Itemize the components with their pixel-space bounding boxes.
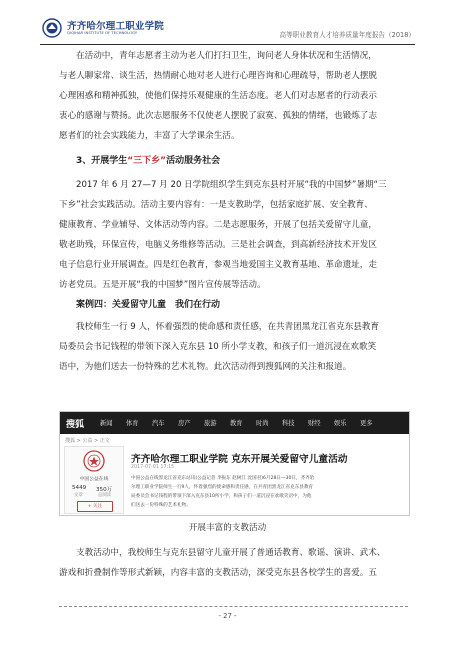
paragraph-line: 2017 年 6 月 27—7 月 20 日学院组织学生到克东县村开展“我的中国梦”暑期“三: [76, 180, 387, 190]
paragraph-line: 访老党员。五是开展“我的中国梦”图片宣传展等活动。: [59, 280, 266, 290]
nav-item[interactable]: 汽车: [152, 420, 165, 427]
stat-label: 文章: [74, 493, 83, 498]
nav-item[interactable]: 旅游: [204, 420, 217, 427]
paragraph-line: 愿者们的社会实践能力，丰富了大学课余生活。: [59, 131, 240, 141]
page-header: [40, 14, 415, 45]
nav-item[interactable]: 时尚: [256, 420, 269, 427]
school-name: 齐齐哈尔理工职业学院: [67, 21, 165, 32]
nav-item[interactable]: 房产: [178, 420, 191, 427]
stat-label: 总阅读: [98, 493, 112, 498]
paragraph-line: 与老人聊家常、谈生活，热情耐心地对老人进行心理咨询和心理疏导，帮助老人摆脱: [59, 71, 377, 81]
paragraph-line: 语中，为他们送去一份特殊的艺术礼物。此次活动得到搜狐网的关注和报道。: [59, 362, 352, 372]
site-nav-bar: [60, 412, 409, 434]
publisher-seal-icon: [83, 450, 105, 472]
publisher-name: 中国公益在线: [79, 477, 109, 482]
paragraph-line: 我校师生一行 9 人，怀着强烈的使命感和责任感，在共青团黑龙江省克东县教育: [76, 322, 380, 332]
paragraph-line: 局委员会书记钱程的带领下深入克东县 10 所小学支教，和孩子们一道沉浸在欢歌笑: [59, 342, 377, 352]
heading-suffix: 活动服务社会: [166, 156, 221, 166]
case-label: 案例四：关爱留守儿童 我们在行动: [76, 300, 221, 310]
stat-number: 350万: [96, 487, 113, 493]
footer-divider: [59, 606, 408, 607]
nav-item[interactable]: 科技: [282, 420, 295, 427]
article-text-line: 中国公益在线黑龙江省克东站讯(公益记者 李振东 赵树江 沈国君)6月28日—30日，齐齐哈: [131, 476, 315, 481]
paragraph-line: 电子信息行业开展调查。四是红色教育，参观当地爱国主义教育基地、革命遗址，走: [59, 260, 377, 270]
publisher-card: [64, 446, 124, 514]
heading-prefix: 3、开展学生: [76, 156, 128, 166]
paragraph-line: 心理困惑和精神孤独，使他们保持乐观健康的生活态度。老人们对志愿者的行动表示: [59, 91, 377, 101]
stat-number: 5449: [72, 485, 87, 491]
article-text-line: 尔理工职业学院师生一行9人，怀着强烈的使命感和责任感，在共青团黑龙江省克东县教育: [131, 485, 314, 490]
paragraph-line: 健康教育、学业辅导、文体活动等内容。二是志愿服务，开展了包括关爱留守儿童，: [59, 220, 377, 230]
nav-item[interactable]: 娱乐: [334, 420, 347, 427]
paragraph-line: 衷心的感谢与赞扬。此次志愿服务不仅使老人摆脱了寂寞、孤独的情绪，也锻炼了志: [59, 111, 377, 121]
nav-item[interactable]: 更多: [360, 420, 373, 427]
paragraph-line: 游戏和折叠制作等形式新颖，内容丰富的支教活动，深受克东县各校学生的喜爱。五: [59, 568, 377, 578]
paragraph-line: 敬老助残，环保宣传，电脑义务维修等活动。三是社会调查，到高新经济技术开发区: [59, 240, 377, 250]
article-text-line: 们送去一份特殊的艺术礼物。: [131, 503, 191, 508]
breadcrumb[interactable]: 搜狐 > 公益 > 正文: [65, 438, 110, 444]
heading-quote: “三下乡”: [127, 156, 167, 166]
news-screenshot: [59, 411, 410, 516]
report-title: 高等职业教育人才培养质量年度报告（2018）: [279, 31, 415, 39]
school-logo-icon: [42, 18, 62, 38]
nav-item[interactable]: 新闻: [100, 420, 113, 427]
nav-item[interactable]: 体育: [126, 420, 139, 427]
follow-button[interactable]: + 关注: [77, 501, 113, 512]
nav-item[interactable]: 教育: [230, 420, 243, 427]
article-date: 2017-07-01 17:15: [131, 465, 175, 470]
page-number: - 27 -: [218, 612, 237, 620]
figure-caption: 开展丰富的支教活动: [188, 523, 267, 533]
article-text-line: 局委员会书记钱程的带领下深入克东县10所小学，和孩子们一道沉浸在欢歌笑语中，为他: [131, 494, 312, 499]
sohu-logo: 搜狐: [66, 420, 85, 430]
section-heading: [76, 153, 220, 166]
nav-item[interactable]: 财经: [308, 420, 321, 427]
paragraph-line: 在活动中，青年志愿者主动为老人们打扫卫生，询问老人身体状况和生活情况，: [76, 51, 377, 61]
article-title[interactable]: 齐齐哈尔理工职业学院 克东开展关爱留守儿童活动: [131, 454, 348, 465]
school-name-en: QIQIHAR INSTITUTE OF TECHNOLOGY: [67, 31, 138, 35]
paragraph-line: 支教活动中，我校师生与克东县留守儿童开展了普通话教育、歌谣、演讲、武术、: [76, 548, 386, 558]
paragraph-line: 下乡”社会实践活动。活动主要内容有：一是支教助学，包括家庭扩展、安全教育、: [59, 200, 373, 210]
